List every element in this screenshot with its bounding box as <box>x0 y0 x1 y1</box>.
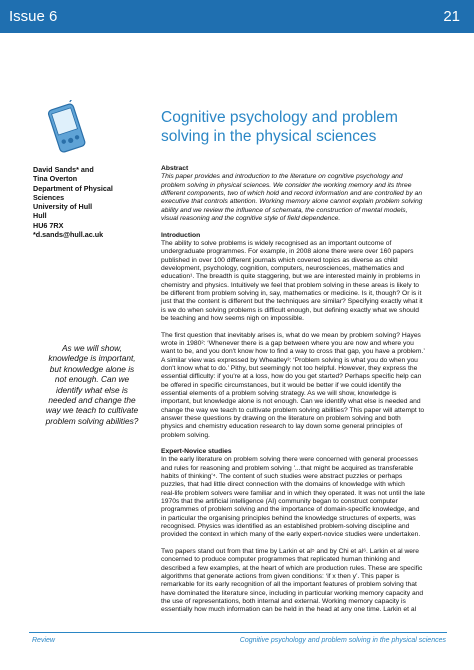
text-line: answer these questions by drawing on the literature on problem solving and both <box>161 414 401 422</box>
author-line: HU6 7RX <box>33 220 64 230</box>
text-line: puzzles, that had little direct connection with the domains of knowledge with which <box>161 481 405 489</box>
pull-quote-line: problem solving abilities? <box>45 415 139 426</box>
text-line: essential elements of a problem solving strategy. As we will show, knowledge is <box>161 389 397 397</box>
pda-handheld-icon <box>40 100 94 158</box>
author-email[interactable]: *d.sands@hull.ac.uk <box>33 230 104 240</box>
text-line: remarkable for its early recognition of all the important features of problem solving that <box>161 581 417 589</box>
pull-quote-line: but knowledge alone is <box>49 363 135 374</box>
pull-quote-line: way we teach to cultivate <box>45 405 139 416</box>
text-line: problem solving in physical sciences. We consider the working memory and its three <box>161 181 412 189</box>
text-line: The ability to solve problems is widely recognised as an important outcome of <box>161 239 392 247</box>
text-line: be teaching and how seems nigh on impossible. <box>161 314 305 322</box>
expert-novice-paragraph <box>161 548 459 615</box>
pull-quote <box>30 343 154 426</box>
text-line: executive that controls attention. Working memory alone cannot explain problem solving <box>161 198 423 206</box>
text-line: important, but knowledge alone is not enough. Can we identify what else is needed and <box>161 398 421 406</box>
text-line: be different from problem solving in, say, mathematics or medicine. Is it, though? Or is it <box>161 289 422 297</box>
text-line: wrote in 1980²: ‘Whenever there is a gap between where you are now and where you <box>161 339 414 347</box>
text-line: have dominated the literature since, including in particular working memory capacity and <box>161 589 424 597</box>
footer-section-label: Review <box>32 637 55 644</box>
introduction-heading: Introduction <box>161 231 201 239</box>
text-line: Two papers stand out from that time by Larkin et al⁵ and by Chi et al⁶. Larkin et al were <box>161 548 420 556</box>
author-block <box>33 165 153 239</box>
text-line: just that the content is different but the techniques are similar? Specifying exactly what it <box>161 298 423 306</box>
text-line: described a few examples, at the heart of which are production rules. These are specific <box>161 564 423 572</box>
text-line: habits of thinking'⁴. The content of such studies were abstract puzzles or perhaps <box>161 473 403 481</box>
author-line: Sciences <box>33 192 65 202</box>
text-line: provided the context in which many of the early expert-novice studies were undertaken. <box>161 531 421 539</box>
text-line: The first question that inevitably arises is, what do we mean by problem solving? Hayes <box>161 331 421 339</box>
author-line: David Sands* and <box>33 165 94 174</box>
footer-rule <box>29 632 447 633</box>
text-line: chemistry and physics. Intuitively we feel that problem solving in these areas is likely to <box>161 281 420 289</box>
text-line: problem solving. <box>161 431 210 439</box>
text-line: This paper provides and introduction to the literature on cognitive psychology and <box>161 173 403 181</box>
text-line: different components, two of which hold and record information and are controlled by an <box>161 189 423 197</box>
text-line: essentially how much information can be held in the head at any one time. Larkin et al <box>161 606 417 614</box>
text-line: visual reasoning and the cognitive style of field dependence. <box>161 214 341 222</box>
pull-quote-line: needed and change the <box>48 395 136 406</box>
text-line: A similar view was expressed by Wheatley³: ‘Problem solving is what you do when you <box>161 356 418 364</box>
article-title-line: solving in the physical sciences <box>161 128 377 145</box>
pull-quote-line: identify what else is <box>56 384 128 395</box>
text-line: is we do when solving problems is difficult enough, but defining exactly what we should <box>161 306 419 314</box>
expert-novice-paragraph <box>161 456 459 539</box>
text-line: concerned to produce computer programmes that replicated human thinking and <box>161 556 401 564</box>
introduction-paragraph <box>161 332 459 440</box>
pull-quote-line: not enough. Can we <box>54 374 130 385</box>
abstract-text <box>161 173 459 223</box>
header-bar <box>0 0 474 33</box>
text-line: development, psychology, cognition, computers, neurosciences, mathematics and <box>161 264 405 272</box>
pull-quote-line: As we will show, <box>62 343 122 353</box>
text-line: 1970s that the artificial intelligence (AI) community began to construct computer <box>161 498 398 506</box>
author-line: Hull <box>33 211 47 221</box>
footer-running-title: Cognitive psychology and problem solving in the physical sciences <box>239 637 446 644</box>
text-line: in particular the organising principles behind the knowledge structures of experts, was <box>161 514 416 522</box>
text-line: be offered in specific circumstances, but it would be better if we could identify the <box>161 381 402 389</box>
text-line: change the way we teach to cultivate problem solving abilities? This paper will attempt to <box>161 406 425 414</box>
text-line: algorithms that generate actions from given conditions: ‘if x then y’. This paper is <box>161 573 400 581</box>
text-line: the use of representations, both internal and external. Working memory capacity is <box>161 598 406 606</box>
text-line: recognised. Physics was identified as an established problem-solving discipline and <box>161 523 410 531</box>
text-line: programmes of problem solving and the importance of domain-specific knowledge, and <box>161 506 420 514</box>
text-line: In the early literature on problem solving there were concerned with general processes <box>161 456 418 464</box>
author-line: University of Hull <box>33 202 93 212</box>
issue-label: Issue 6 <box>9 8 58 25</box>
article-title-line: Cognitive psychology and problem <box>161 109 398 126</box>
author-line: Department of Physical <box>33 183 113 193</box>
text-line: don't know what to do.’ Pithy, but seemingly not too helpful. However, they express the <box>161 364 418 372</box>
expert-novice-heading: Expert-Novice studies <box>161 448 232 456</box>
text-line: education¹. The breadth is quite staggering, but we are interested mainly in problems in <box>161 273 421 281</box>
text-line: and rules for reasoning and problem solving '...that might be acquired as transferable <box>161 464 414 472</box>
text-line: real-life problem solvers were familiar and in which they operated. It was not until the late <box>161 489 426 497</box>
text-line: ability and we review the influence of schemata, the construction of mental models, <box>161 206 408 214</box>
page-number: 21 <box>443 8 460 25</box>
text-line: physics and chemistry education research to lay down some general principles of <box>161 423 403 431</box>
main-column <box>161 165 459 615</box>
text-line: want to be, and you don't know how to find a way to cross that gap, you have a problem.’ <box>161 348 425 356</box>
article-title <box>161 108 461 146</box>
pull-quote-line: knowledge is important, <box>48 353 136 364</box>
abstract-heading: Abstract <box>161 165 189 172</box>
introduction-paragraph <box>161 240 459 323</box>
text-line: essential difficulty: if you're at a loss, how do you get started? Perhaps specific help can <box>161 373 422 381</box>
text-line: undergraduate programmes. For example, in 2008 alone there were over 160 papers <box>161 248 414 256</box>
author-line: Tina Overton <box>33 174 78 184</box>
text-line: published in over 100 different journals which covered topics as diverse as child <box>161 256 398 264</box>
